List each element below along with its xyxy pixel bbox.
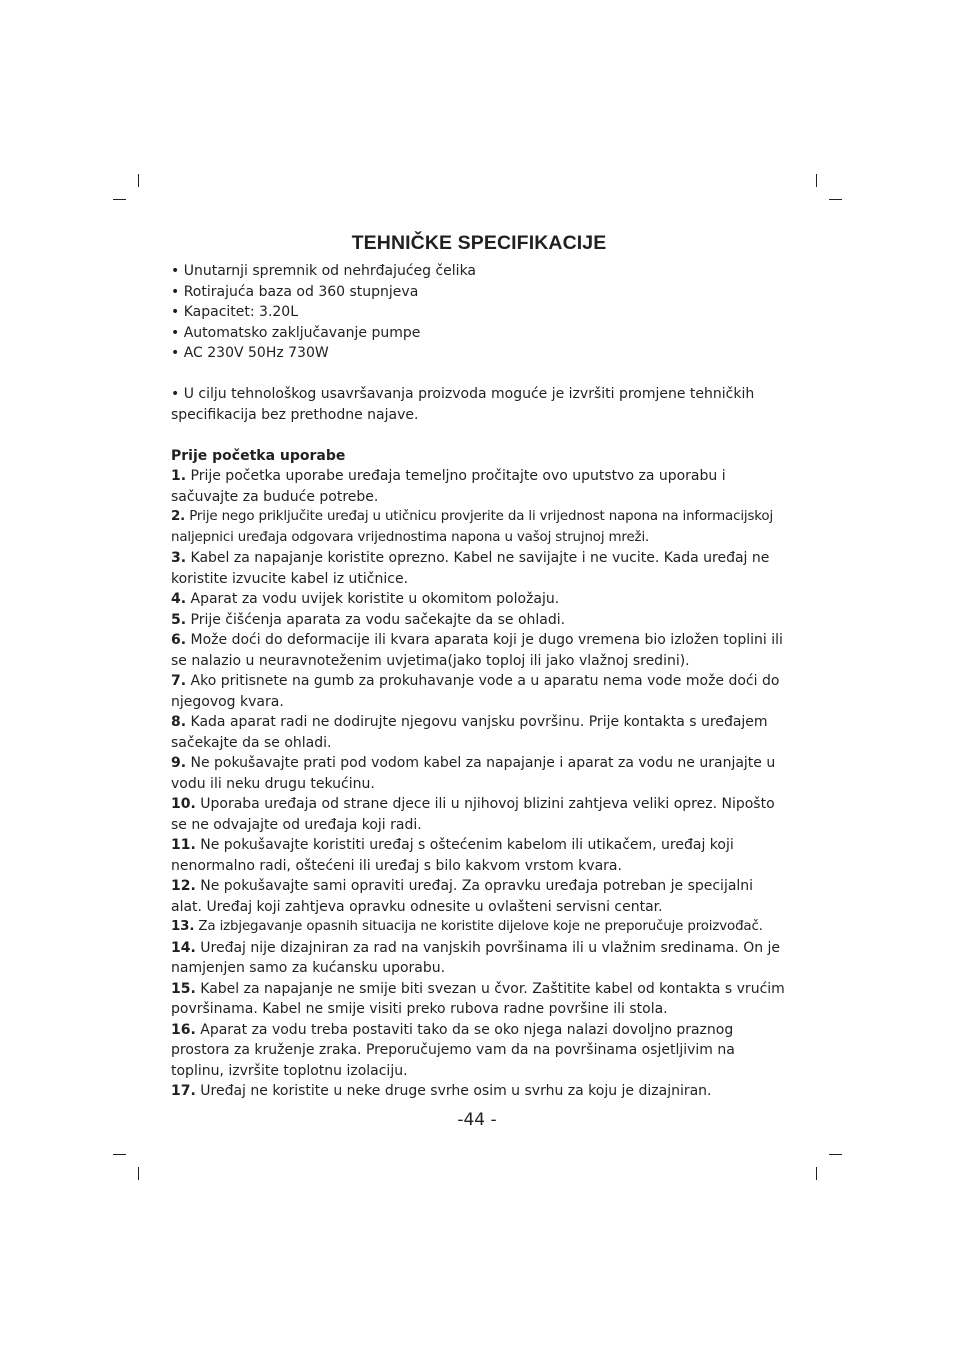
crop-mark-top-right-vertical xyxy=(816,174,817,187)
section-heading: Prije početka uporabe xyxy=(171,447,346,464)
crop-mark-top-left-horizontal xyxy=(113,199,126,200)
instruction-list xyxy=(171,466,787,1102)
instruction-item xyxy=(171,938,787,979)
instruction-number: 10. xyxy=(171,796,196,812)
instruction-text: Ne pokušavajte sami opraviti uređaj. Za opravku uređaja potreban je specijalni alat. Uređaj koji zahtjeva opravku odnesite u ovlašteni servisni centar. xyxy=(171,878,754,915)
spec-change-note: • U cilju tehnološkog usavršavanja proizvoda moguće je izvršiti promjene tehničkih specifikacija bez prethodne najave. xyxy=(171,386,755,423)
instruction-item xyxy=(171,548,787,589)
instruction-text: Uporaba uređaja od strane djece ili u njihovoj blizini zahtjeva veliki oprez. Nipošto se ne odvajajte od uređaja koji radi. xyxy=(171,796,775,833)
instruction-item xyxy=(171,876,787,917)
instruction-text: Kabel za napajanje ne smije biti svezan u čvor. Zaštitite kabel od kontakta s vrućim površinama. Kabel ne smije visiti preko rubova radne površine ili stola. xyxy=(171,980,785,1017)
spec-item: • Kapacitet: 3.20L xyxy=(171,304,299,320)
spec-item: • Automatsko zaključavanje pumpe xyxy=(171,324,421,341)
crop-mark-bottom-right-horizontal xyxy=(829,1154,842,1155)
page-content xyxy=(171,229,787,1102)
instruction-item xyxy=(171,712,787,753)
spec-item: • Unutarnji spremnik od nehrđajućeg čelika xyxy=(171,263,477,279)
instruction-number: 1. xyxy=(171,468,187,484)
instruction-number: 8. xyxy=(171,714,187,730)
instruction-text: Prije početka uporabe uređaja temeljno pročitajte ovo uputstvo za uporabu i sačuvajte za buduće potrebe. xyxy=(171,468,726,505)
page-number: -44 - xyxy=(457,1110,497,1130)
instruction-number: 17. xyxy=(171,1083,196,1099)
instruction-item xyxy=(171,466,787,507)
instruction-number: 9. xyxy=(171,755,187,771)
spec-list xyxy=(171,261,787,364)
instruction-text: Kada aparat radi ne dodirujte njegovu vanjsku površinu. Prije kontakta s uređajem sačekajte da se ohladi. xyxy=(171,714,768,751)
instruction-text: Kabel za napajanje koristite oprezno. Kabel ne savijajte i ne vucite. Kada uređaj ne koristite izvucite kabel iz utičnice. xyxy=(171,550,770,587)
instruction-text: Uređaj nije dizajniran za rad na vanjskih površinama ili u vlažnim sredinama. On je namjenjen samo za kućansku uporabu. xyxy=(171,939,781,976)
instruction-text: Aparat za vodu uvijek koristite u okomitom položaju. xyxy=(186,591,560,607)
spec-item: • AC 230V 50Hz 730W xyxy=(171,345,329,361)
instruction-text: Ako pritisnete na gumb za prokuhavanje vode a u aparatu nema vode može doći do njegovog kvara. xyxy=(171,673,780,710)
instruction-text: Uređaj ne koristite u neke druge svrhe osim u svrhu za koju je dizajniran. xyxy=(195,1083,712,1099)
crop-mark-bottom-left-horizontal xyxy=(113,1154,126,1155)
instruction-item xyxy=(171,610,787,631)
instruction-text: Ne pokušavajte prati pod vodom kabel za napajanje i aparat za vodu ne uranjajte u vodu ili neku drugu tekućinu. xyxy=(171,755,776,792)
instruction-number: 6. xyxy=(171,632,187,648)
instruction-number: 13. xyxy=(171,919,195,934)
instruction-item xyxy=(171,1081,787,1102)
instruction-item xyxy=(171,753,787,794)
instruction-text: Ne pokušavajte koristiti uređaj s oštećenim kabelom ili utikačem, uređaj koji nenormalno radi, oštećeni ili uređaj s bilo kakvom vrstom kvara. xyxy=(171,837,734,874)
instruction-number: 16. xyxy=(171,1021,196,1038)
instruction-item xyxy=(171,835,787,876)
instruction-item xyxy=(171,917,787,938)
instruction-item xyxy=(171,1020,787,1082)
instruction-item xyxy=(171,630,787,671)
instruction-item xyxy=(171,671,787,712)
spacer xyxy=(171,425,787,446)
crop-mark-bottom-right-vertical xyxy=(816,1167,817,1180)
instruction-item xyxy=(171,979,787,1020)
spec-item: • Rotirajuća baza od 360 stupnjeva xyxy=(171,283,419,300)
instruction-number: 15. xyxy=(171,980,196,997)
page-title: TEHNIČKE SPECIFIKACIJE xyxy=(351,232,607,254)
crop-mark-top-left-vertical xyxy=(138,174,139,187)
instruction-number: 11. xyxy=(171,837,196,853)
instruction-text: Prije čišćenja aparata za vodu sačekajte da se ohladi. xyxy=(186,611,566,628)
crop-mark-top-right-horizontal xyxy=(829,199,842,200)
instruction-text: Prije nego priključite uređaj u utičnicu provjerite da li vrijednost napona na informacijskoj naljepnici uređaja odgovara vrijednostima napona u vašoj strujnoj mreži. xyxy=(171,509,774,545)
instruction-item xyxy=(171,794,787,835)
instruction-text: Može doći do deformacije ili kvara aparata koji je dugo vremena bio izložen toplini ili se nalazio u neuravnoteženim uvjetima(jako toploj ili jako vlažnoj sredini). xyxy=(171,632,783,669)
instruction-number: 14. xyxy=(171,939,196,956)
instruction-number: 12. xyxy=(171,878,196,894)
instruction-number: 5. xyxy=(171,611,187,628)
instruction-number: 2. xyxy=(171,509,186,524)
instruction-item xyxy=(171,507,787,548)
instruction-number: 7. xyxy=(171,673,187,689)
instruction-text: Za izbjegavanje opasnih situacija ne koristite dijelove koje ne preporučuje proizvođač. xyxy=(194,919,763,934)
instruction-item xyxy=(171,589,787,610)
instruction-number: 3. xyxy=(171,550,187,566)
crop-mark-bottom-left-vertical xyxy=(138,1167,139,1180)
instruction-text: Aparat za vodu treba postaviti tako da se oko njega nalazi dovoljno praznog prostora za kruženje zraka. Preporučujemo vam da na površinama osjetljivim na toplinu, izvršite toplotnu izolaciju. xyxy=(171,1021,735,1079)
instruction-number: 4. xyxy=(171,591,187,607)
spacer xyxy=(171,364,787,385)
